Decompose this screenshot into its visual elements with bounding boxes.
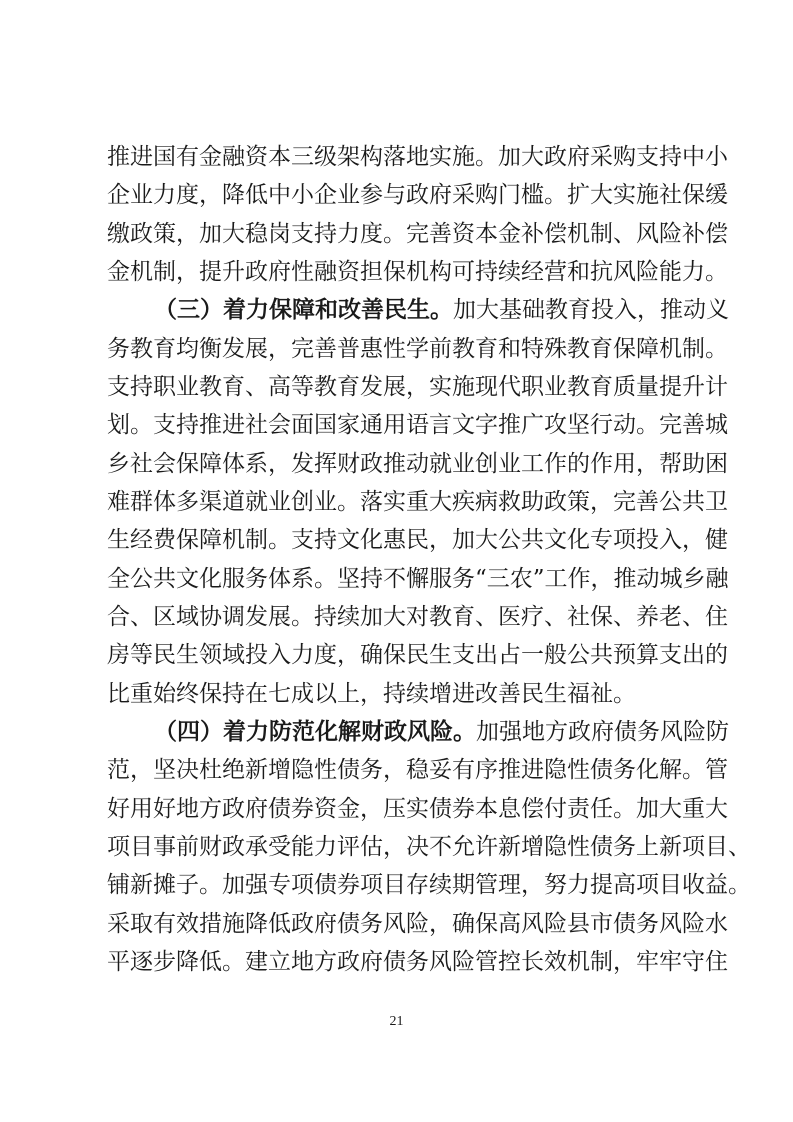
text-line: 全公共文化服务体系。坚持不懈服务“三农”工作，推动城乡融: [107, 565, 729, 592]
text-line: 难群体多渠道就业创业。落实重大疾病救助政策，完善公共卫: [107, 489, 728, 515]
section-heading-line: [154, 290, 729, 330]
text-line: 房等民生领域投入力度，确保民生支出占一般公共预算支出的: [107, 642, 728, 669]
section-heading: （三）着力保障和改善民生。: [154, 296, 453, 324]
text-line: 支持职业教育、高等教育发展，实施现代职业教育质量提升计: [107, 374, 728, 400]
section-heading: （四）着力防范化解财政风险。: [154, 718, 476, 745]
text-line: 务教育均衡发展，完善普惠性学前教育和特殊教育保障机制。: [107, 335, 728, 362]
text-line: 平逐步降低。建立地方政府债务风险管控长效机制，牢牢守住: [107, 949, 728, 975]
text-line: 划。支持推进社会面国家通用语言文字推广攻坚行动。完善城: [107, 412, 728, 439]
text-line: 范，坚决杜绝新增隐性债务，稳妥有序推进隐性债务化解。管: [107, 757, 728, 784]
section-heading-line: [154, 712, 729, 752]
text-line: 企业力度，降低中小企业参与政府采购门槛。扩大实施社保缓: [107, 182, 728, 209]
section-text: 加大基础教育投入，推动义: [453, 297, 729, 324]
text-line: 生经费保障机制。支持文化惠民，加大公共文化专项投入，健: [107, 527, 728, 554]
text-line: 合、区域协调发展。持续加大对教育、医疗、社保、养老、住: [107, 604, 728, 630]
text-line: 好用好地方政府债券资金，压实债券本息偿付责任。加大重大: [107, 795, 728, 822]
section-text: 加强地方政府债务风险防: [476, 719, 729, 745]
text-line: 推进国有金融资本三级架构落地实施。加大政府采购支持中小: [107, 144, 728, 170]
text-line: 铺新摊子。加强专项债券项目存续期管理，努力提高项目收益。: [107, 872, 751, 899]
text-line: 缴政策，加大稳岗支持力度。完善资本金补偿机制、风险补偿: [107, 220, 728, 247]
text-line: 项目事前财政承受能力评估，决不允许新增隐性债务上新项目、: [107, 834, 751, 860]
text-line: 比重始终保持在七成以上，持续增进改善民生福祉。: [107, 680, 636, 707]
text-line: 乡社会保障体系，发挥财政推动就业创业工作的作用，帮助困: [107, 450, 728, 477]
page-number: 21: [389, 1014, 404, 1029]
text-line: 金机制，提升政府性融资担保机构可持续经营和抗风险能力。: [107, 259, 728, 285]
text-line: 采取有效措施降低政府债务风险，确保高风险县市债务风险水: [107, 910, 728, 937]
